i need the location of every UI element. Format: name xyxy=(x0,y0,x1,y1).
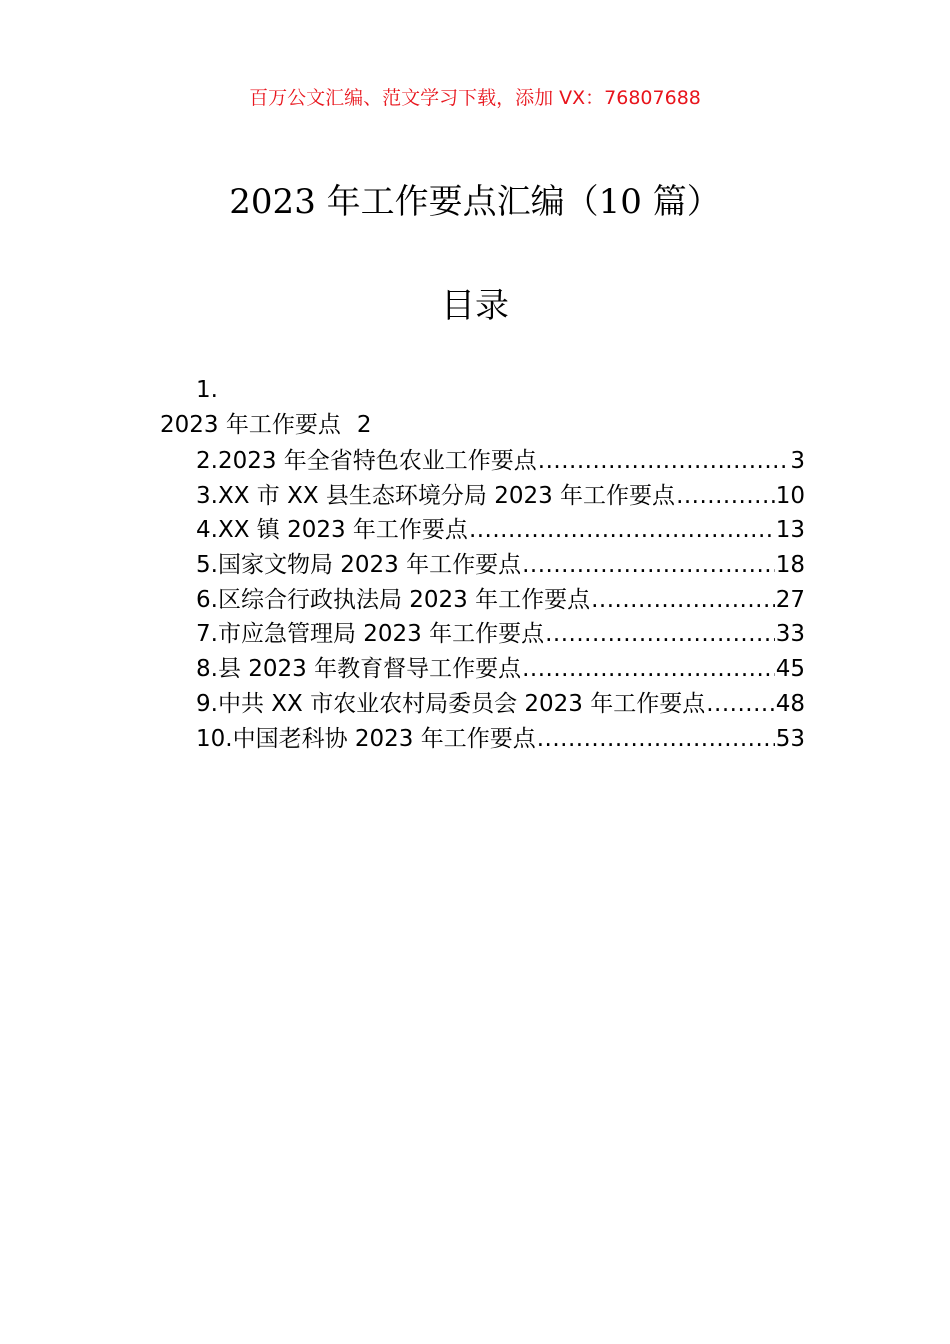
toc-heading: 目录 xyxy=(441,286,509,326)
toc-dot-leader xyxy=(522,548,775,582)
toc-entry-3[interactable] xyxy=(196,479,805,514)
toc-entry-label: 10.中国老科协 2023 年工作要点 xyxy=(196,725,536,752)
toc-entry-9[interactable] xyxy=(196,687,805,722)
toc-list xyxy=(196,444,805,756)
toc-entry-page: 2 xyxy=(356,412,372,438)
document-title: 2023 年工作要点汇编（10 篇） xyxy=(229,182,721,222)
toc-entry-page: 13 xyxy=(775,517,805,544)
toc-entry-label: 5.国家文物局 2023 年工作要点 xyxy=(196,552,522,579)
toc-entry-7[interactable] xyxy=(196,617,805,652)
toc-entry-6[interactable] xyxy=(196,583,805,618)
toc-entry-page: 48 xyxy=(775,690,805,717)
toc-dot-leader xyxy=(538,444,790,478)
toc-entry-label: 6.区综合行政执法局 2023 年工作要点 xyxy=(196,586,591,613)
toc-entry-5[interactable] xyxy=(196,548,805,583)
toc-entry-page: 10 xyxy=(775,482,805,509)
toc-dot-leader xyxy=(591,583,775,617)
toc-entry-1[interactable] xyxy=(160,409,372,441)
toc-entry-label: 4.XX 镇 2023 年工作要点 xyxy=(196,517,468,544)
toc-entry-label: 2023 年工作要点 xyxy=(160,412,341,438)
toc-dot-leader xyxy=(469,513,775,547)
toc-entry-label: 2.2023 年全省特色农业工作要点 xyxy=(196,448,537,474)
toc-entry-label: 9.中共 XX 市农业农村局委员会 2023 年工作要点 xyxy=(196,690,706,717)
toc-entry-page: 33 xyxy=(775,621,805,648)
toc-dot-leader xyxy=(545,617,775,651)
toc-entry-1-number[interactable]: 1. xyxy=(196,377,218,403)
toc-entry-10[interactable] xyxy=(196,722,805,757)
toc-entry-8[interactable] xyxy=(196,652,805,687)
toc-entry-page: 18 xyxy=(775,552,805,579)
toc-dot-leader xyxy=(676,479,775,513)
toc-entry-label: 8.县 2023 年教育督导工作要点 xyxy=(196,656,522,683)
toc-dot-leader xyxy=(706,687,774,721)
toc-entry-page: 3 xyxy=(790,448,805,474)
toc-entry-4[interactable] xyxy=(196,513,805,548)
toc-entry-page: 53 xyxy=(775,725,805,752)
header-promo-note: 百万公文汇编、范文学习下载，添加 VX：76807688 xyxy=(249,87,701,109)
toc-entry-label: 3.XX 市 XX 县生态环境分局 2023 年工作要点 xyxy=(196,482,676,509)
toc-entry-2[interactable] xyxy=(196,444,805,479)
toc-dot-leader xyxy=(522,652,775,686)
toc-entry-page: 45 xyxy=(775,656,805,683)
toc-entry-page: 27 xyxy=(775,586,805,613)
toc-entry-label: 7.市应急管理局 2023 年工作要点 xyxy=(196,621,545,648)
toc-dot-leader xyxy=(537,722,775,756)
